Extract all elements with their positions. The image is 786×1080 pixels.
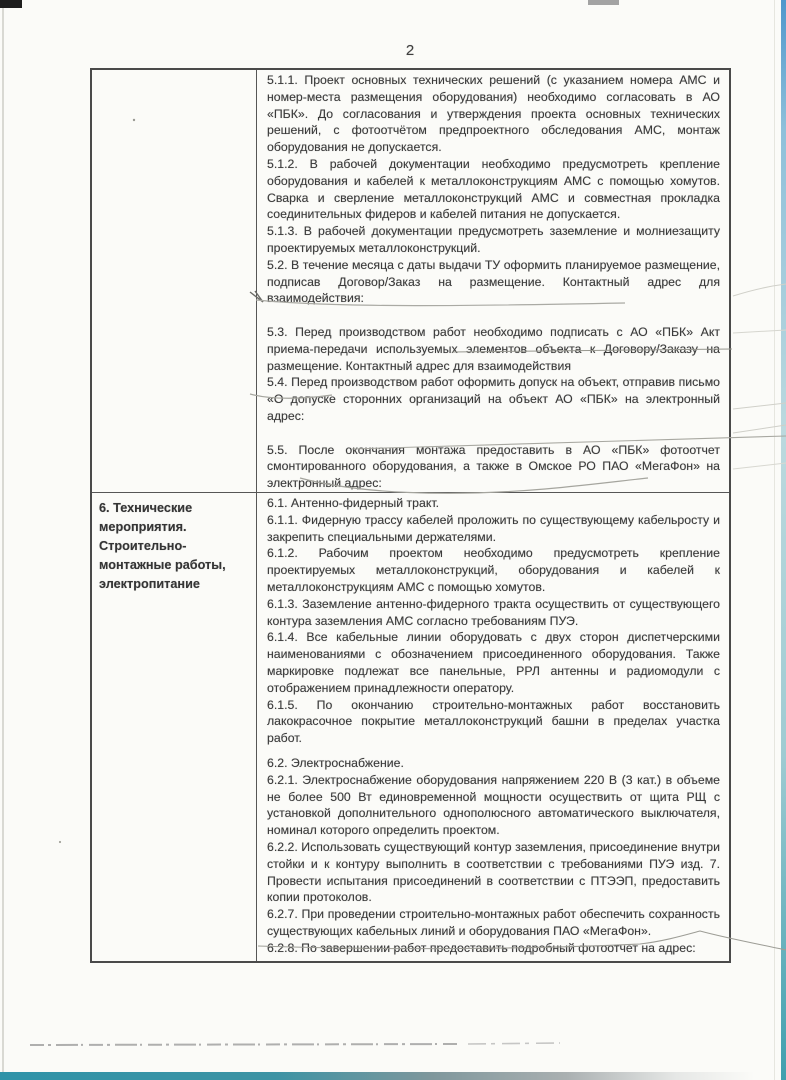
paper-crease-1	[733, 284, 786, 296]
scan-edge-right-strip	[781, 0, 786, 1080]
scan-corner-mark	[0, 0, 22, 8]
clause-6-1: 6.1. Антенно-фидерный тракт.	[267, 496, 440, 510]
clause-6-1-4: 6.1.4. Все кабельные линии оборудовать с двух сторон диспетчерскими наименованиями с обозначением присоединенного оборудования. Также маркировке подлежат все панельные, РРЛ антенны и радиомодули с отображением принадлежности оператору.	[267, 630, 720, 695]
paper-crease-2	[733, 330, 786, 333]
scan-top-smudge	[588, 0, 619, 5]
clause-6-1-3: 6.1.3. Заземление антенно-фидерного тракта осуществить от существующего контура заземления АМС согласно требованиям ПУЭ.	[267, 596, 720, 628]
paper-fold-line	[774, 0, 775, 1080]
paper-left-edge	[2, 0, 4, 1080]
bottom-smudge-line-2	[468, 1043, 560, 1044]
requirements-table	[90, 68, 731, 963]
clause-6-1-5: 6.1.5. По окончанию строительно-монтажных работ восстановить лакокрасочное покрытие металлоконструкций башни в пределах участка работ.	[267, 697, 720, 746]
clause-5-4: 5.4. Перед производством работ оформить допуск на объект, отправив письмо «О допуске сторонних организаций на объект АО «ПБК» на электронный адрес:	[267, 375, 720, 423]
paper-crease-4	[733, 425, 786, 433]
table-cell-row2-clauses	[257, 493, 729, 961]
paper-speck	[59, 841, 61, 843]
clause-6-2-2: 6.2.2. Использовать существующий контур заземления, присоединение внутри стойки и к контуру выполнить в соответствии с требованиями ПУЭ изд. 7. Провести испытания присоединений в соответствии с ПТЭЭП, предоставить копии протоколов.	[267, 839, 720, 905]
clause-5-3: 5.3. Перед производством работ необходимо подписать с АО «ПБК» Акт приема-передачи используемых элементов объекта к Договору/Заказу на размещение. Контактный адрес для взаимодействия	[267, 324, 720, 373]
clause-6-2-8: 6.2.8. По завершении работ предоставить подробный фотоотчет на адрес:	[267, 940, 696, 955]
table-cell-row2-section	[92, 493, 257, 961]
table-cell-row1-section	[92, 70, 257, 493]
table-cell-row1-clauses	[257, 70, 729, 493]
clause-6-1-1: 6.1.1. Фидерную трассу кабелей проложить по существующему кабельросту и закрепить специальными держателями.	[267, 512, 720, 544]
clause-5-1-1: 5.1.1. Проект основных технических решений (с указанием номера АМС и номер-места размещения оборудования) необходимо согласовать в АО «ПБК». До согласования и утверждения проекта основных технических решений, с фотоотчётом предпроектного обследования АМС, монтаж оборудования не допускается.	[267, 73, 720, 155]
clause-6-2: 6.2. Электроснабжение.	[267, 755, 404, 770]
clause-5-1-3: 5.1.3. В рабочей документации предусмотреть заземление и молниезащиту проектируемых металлоконструкций.	[267, 224, 720, 255]
clause-5-2: 5.2. В течение месяца с даты выдачи ТУ оформить планируемое размещение, подписав Договор/Заказ на размещение. Контактный адрес для взаимодействия:	[267, 257, 720, 306]
clause-6-2-7: 6.2.7. При проведении строительно-монтажных работ обеспечить сохранность существующих кабельных линий и оборудования ПАО «МегаФон».	[267, 907, 720, 938]
paper-crease-3	[733, 403, 786, 409]
clause-6-2-1: 6.2.1. Электроснабжение оборудования напряжением 220 В (3 кат.) в объеме не более 500 Вт единовременной мощности осуществить от щита РЩ с установкой дополнительного однополюсного автоматического выключателя, номинал которого определить проектом.	[267, 772, 720, 838]
section-6-header: 6. Технические мероприятия. Строительно-монтажные работы, электропитание	[99, 501, 226, 591]
page-number: 2	[405, 42, 415, 59]
scan-edge-bottom-strip	[0, 1072, 786, 1080]
bottom-smudge-line	[30, 1044, 460, 1045]
clause-5-1-2: 5.1.2. В рабочей документации необходимо предусмотреть крепление оборудования и кабелей к металлоконструкциям АМС с помощью хомутов. Сварка и сверление металлоконструкций АМС и совместная прокладка соединительных фидеров и кабелей питания не допускается.	[267, 156, 720, 222]
paper-crease-5	[733, 463, 786, 469]
clause-6-1-2: 6.1.2. Рабочим проектом необходимо предусмотреть крепление проектируемых металлоконструкций, оборудования и кабелей к металлоконструкциям АМС с помощью хомутов.	[267, 546, 720, 594]
clause-5-5: 5.5. После окончания монтажа предоставить в АО «ПБК» фотоотчет смонтированного оборудования, а также в Омское РО ПАО «МегаФон» на электронный адрес:	[267, 442, 720, 491]
